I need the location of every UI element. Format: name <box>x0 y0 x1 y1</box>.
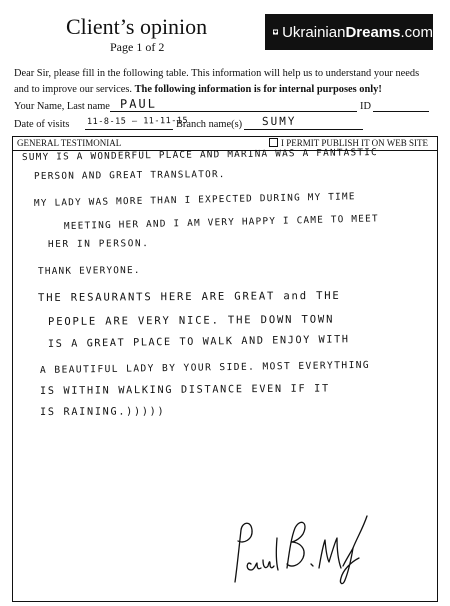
testimonial-line: HER IN PERSON. <box>47 238 150 250</box>
id-field[interactable] <box>373 111 429 112</box>
permit-checkbox[interactable] <box>269 138 278 147</box>
branch-label: Branch name(s) <box>176 119 243 130</box>
logo-text-bold: Dreams <box>345 23 401 41</box>
document-title: Client’s opinion <box>66 14 208 39</box>
logo-text-prefix: Ukrainian <box>282 23 346 41</box>
testimonial-heading: GENERAL TESTIMONIAL <box>17 138 122 148</box>
heart-icon <box>273 22 278 42</box>
intro-notice: The following information is for internal purposes only! <box>134 84 382 95</box>
testimonial-line: IS A GREAT PLACE TO WALK AND ENJOY WITH <box>47 334 350 350</box>
visit-field[interactable]: 11-8-15 — 11-11-15 <box>86 115 189 127</box>
brand-logo <box>265 14 433 50</box>
signature-image <box>225 508 375 588</box>
testimonial-line: MEETING HER AND I AM VERY HAPPY I CAME TO MEET <box>63 213 379 232</box>
name-field-line <box>110 111 357 112</box>
testimonial-line: THANK EVERYONE. <box>37 264 141 277</box>
testimonial-line: THE RESAURANTS HERE ARE GREAT and THE <box>37 289 341 304</box>
testimonial-line: PERSON AND GREAT TRANSLATOR. <box>33 168 226 182</box>
testimonial-line: PEOPLE ARE VERY NICE. THE DOWN TOWN <box>47 313 335 328</box>
testimonial-line: IS RAINING.))))) <box>39 406 166 418</box>
logo-text-suffix: .com <box>400 23 433 41</box>
name-field[interactable]: PAUL <box>119 96 157 111</box>
testimonial-line: IS WITHIN WALKING DISTANCE EVEN IF IT <box>39 383 330 397</box>
visit-label: Date of visits <box>14 119 70 130</box>
testimonial-line: MY LADY WAS MORE THAN I EXPECTED DURING MY TIME <box>33 191 356 209</box>
testimonial-line: SUMY IS A WONDERFUL PLACE AND MARINA WAS A FANTASTIC <box>21 147 378 163</box>
visit-field-line <box>85 129 173 130</box>
page-indicator: Page 1 of 2 <box>110 40 165 54</box>
branch-field-line <box>244 129 363 130</box>
name-label: Your Name, Last name <box>14 101 110 112</box>
branch-field[interactable]: SUMY <box>261 114 297 128</box>
intro-text: Dear Sir, please fill in the following table. This information will help us to understand your needs and to improve our services. <box>14 68 420 95</box>
permit-label: I PERMIT PUBLISH IT ON WEB SITE <box>281 138 429 148</box>
testimonial-line: A BEAUTIFUL LADY BY YOUR SIDE. MOST EVERYTHING <box>39 359 371 376</box>
id-label: ID <box>360 101 371 112</box>
intro-paragraph <box>14 66 436 98</box>
